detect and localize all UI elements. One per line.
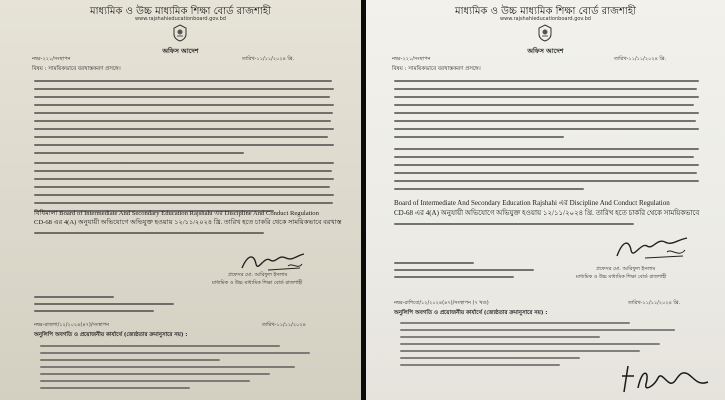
board-emblem-icon bbox=[537, 24, 553, 42]
memo-number: নম্বর-২২১/সংস্থাপন bbox=[32, 56, 71, 62]
regulation-line-1: বিধিমালা Board of Intermediate And Secondary Education Rajshahi এর Discipline And Conduct Regulation bbox=[34, 210, 319, 217]
subject-line: বিষয় : সাময়িকভাবে বরখাস্তকরণ প্রসঙ্গে। bbox=[392, 66, 481, 72]
regulation-line-1: Board of Intermediate And Secondary Education Rajshahi এর Discipline And Conduct Regulation bbox=[394, 199, 670, 207]
signatory-board: মাধ্যমিক ও উচ্চ মাধ্যমিক শিক্ষা বোর্ড রাজশাহী bbox=[212, 280, 303, 286]
signature bbox=[611, 232, 691, 266]
cc-item bbox=[400, 343, 660, 345]
right-document bbox=[366, 0, 725, 400]
memo-number: নম্বর-২২১/সংস্থাপন bbox=[392, 56, 431, 62]
cc-item bbox=[40, 373, 270, 375]
cc-item bbox=[40, 380, 250, 382]
cc-item bbox=[400, 357, 580, 359]
regulation-line-2: CD-68 এর 4(A) অনুযায়ী অভিযোগে অভিযুক্ত হওয়ায় ১২/১১/২০২৪ খ্রি. তারিখ হতে চাকরি থেকে সাময়িকভাবে বরখাস্ত bbox=[34, 219, 342, 226]
office-order-title: অফিস আদেশ bbox=[162, 47, 199, 55]
regulation-line-2: CD-68 এর 4(A) অনুযায়ী অভিযোগে অভিযুক্ত হওয়ায় ১২/১১/২০২৪ খ্রি. তারিখ হতে চাকরি থেকে সাময়িকভাবে bbox=[394, 209, 700, 217]
cc-heading: অনুলিপি অবগতি ও প্রয়োজনীয় কার্যার্থে (জ্যেষ্ঠতার ক্রমানুসারে নয়) : bbox=[394, 310, 548, 316]
cc-date: তারিখ-১১/১১/২০২৪ খ্রি. bbox=[628, 300, 681, 306]
cc-item bbox=[40, 352, 310, 354]
handwritten-signature bbox=[618, 358, 713, 398]
signatory-board: মাধ্যমিক ও উচ্চ মাধ্যমিক শিক্ষা বোর্ড রাজশাহী bbox=[576, 274, 667, 280]
order-date: তারিখ-১১/১১/২০২৪ খ্রি. bbox=[614, 56, 667, 62]
board-url: www.rajshahieducationboard.gov.bd bbox=[135, 16, 226, 22]
cc-item bbox=[400, 336, 600, 338]
cc-item bbox=[400, 350, 640, 352]
cc-item bbox=[40, 345, 280, 347]
cc-item bbox=[40, 387, 190, 389]
subject-line: বিষয় : সাময়িকভাবে বরখাস্তকরণ প্রসঙ্গে। bbox=[32, 66, 121, 72]
cc-item bbox=[40, 366, 295, 368]
cc-item bbox=[400, 364, 560, 366]
board-url: www.rajshahieducationboard.gov.bd bbox=[500, 16, 591, 22]
cc-date: তারিখ-১১/১১/২০২৪ bbox=[262, 322, 306, 328]
cc-heading: অনুলিপি অবগতি ও প্রয়োজনীয় কার্যার্থে (জ্যেষ্ঠতার ক্রমানুসারে নয়) : bbox=[34, 332, 188, 338]
cc-item bbox=[400, 329, 675, 331]
left-document bbox=[0, 0, 361, 400]
board-name: মাধ্যমিক ও উচ্চ মাধ্যমিক শিক্ষা বোর্ড রাজশাহী bbox=[455, 6, 636, 17]
office-order-title: অফিস আদেশ bbox=[527, 47, 564, 55]
cc-item bbox=[40, 359, 220, 361]
cc-memo-number: নম্বর-রাশিবো/১২/২০২৪(৪৭)/সংস্থাপন (৭ খণ্ড) bbox=[394, 300, 489, 306]
cc-item bbox=[400, 322, 630, 324]
cc-memo-number: নম্বর-রাজশা/১২/২০২৪(৪৭)/সংস্থাপন bbox=[34, 322, 110, 328]
board-name: মাধ্যমিক ও উচ্চ মাধ্যমিক শিক্ষা বোর্ড রাজশাহী bbox=[90, 6, 271, 17]
board-emblem-icon bbox=[172, 24, 188, 42]
order-date: তারিখ-১১/১১/২০২৪ খ্রি. bbox=[242, 56, 295, 62]
signatory-name: প্রফেসর মো. আরিফুল ইসলাম bbox=[596, 266, 656, 272]
signatory-name: প্রফেসর মো. আরিফুল ইসলাম bbox=[228, 272, 288, 278]
